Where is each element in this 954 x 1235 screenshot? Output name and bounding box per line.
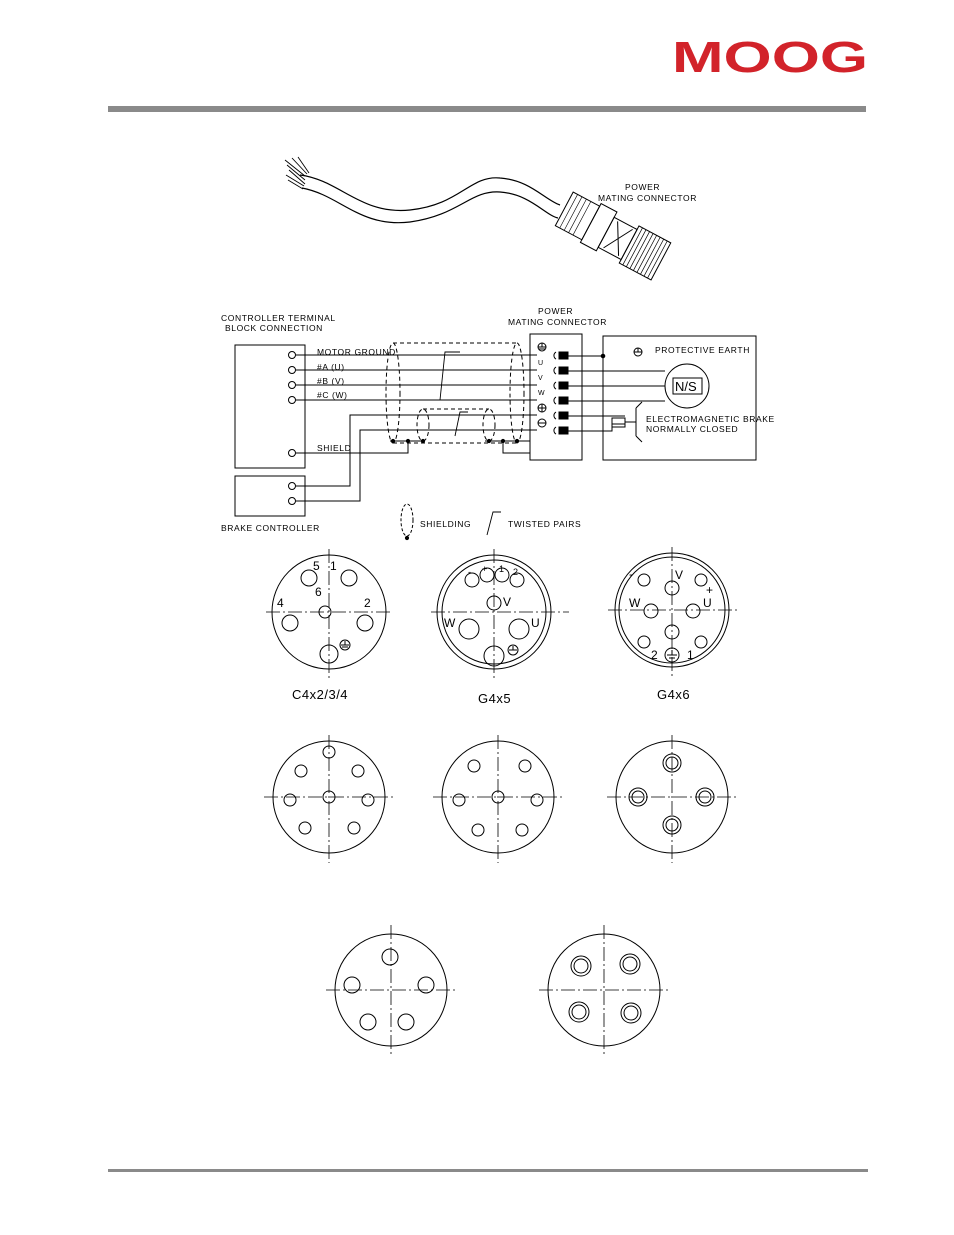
- c1-pin-4: 4: [277, 596, 284, 610]
- mating-pin-row: [538, 343, 546, 427]
- terminal-motor-ground: MOTOR GROUND: [317, 347, 396, 357]
- c1-pin-5: 5: [313, 559, 320, 573]
- caption-g4x6: G4x6: [657, 687, 691, 702]
- cable-shield: [386, 343, 524, 443]
- motor-symbol: N/S: [675, 379, 697, 394]
- brake-controller-box: [235, 476, 305, 516]
- connector-row3-left: [326, 925, 456, 1055]
- g4x5-pin-1: 1: [499, 564, 505, 574]
- pin-sockets: [554, 352, 568, 434]
- cable-connector-label-1: POWER: [625, 182, 661, 192]
- g4x6-pin-v: V: [675, 568, 684, 582]
- g4x5-pin-plus: +: [482, 564, 488, 574]
- g4x5-pin-2: 2: [513, 567, 519, 577]
- c1-pin-6: 6: [315, 585, 322, 599]
- g4x5-pin-minus: -: [468, 567, 471, 577]
- g4x5-pin-w: W: [444, 616, 456, 630]
- terminal-a: #A (U): [317, 362, 345, 372]
- pin-w: W: [538, 390, 545, 397]
- wire-ends: [285, 157, 309, 189]
- connector-c4x234: [266, 549, 392, 681]
- pin-v: V: [538, 375, 543, 382]
- legend-shielding: SHIELDING: [420, 519, 472, 529]
- g4x6-pin-plus: +: [706, 583, 714, 597]
- connector-row2-left: [264, 735, 394, 863]
- legend-twisted-pairs: TWISTED PAIRS: [508, 519, 582, 529]
- controller-terminal-block: [235, 345, 305, 468]
- footer-rule: [108, 1169, 868, 1172]
- connector-row3-right: [539, 925, 669, 1055]
- g4x6-pin-2: 2: [651, 648, 658, 662]
- g4x6-pin-1: 1: [687, 648, 694, 662]
- connector-row2-middle: [433, 735, 563, 863]
- c1-pin-2: 2: [364, 596, 371, 610]
- brake-label-2: NORMALLY CLOSED: [646, 424, 739, 434]
- caption-g4x5: G4x5: [478, 691, 512, 706]
- g4x6-pin-u: U: [703, 596, 712, 610]
- mating-title-1: POWER: [538, 306, 574, 316]
- terminal-c: #C (W): [317, 390, 348, 400]
- brake-controller-label: BRAKE CONTROLLER: [221, 523, 320, 533]
- brake-symbol: [612, 402, 642, 442]
- pin-u: U: [538, 360, 544, 367]
- shield-label: SHIELD: [317, 443, 352, 453]
- connector-row2-right: [607, 735, 737, 863]
- wiring-diagram: [221, 306, 775, 540]
- g4x6-pin-w: W: [629, 596, 641, 610]
- brake-label-1: ELECTROMAGNETIC BRAKE: [646, 414, 775, 424]
- controller-title-1: CONTROLLER TERMINAL: [221, 313, 336, 323]
- brand-name: MOOG: [672, 38, 868, 76]
- connector-g4x5: [431, 549, 569, 681]
- g4x6-pin-minus: -: [629, 567, 633, 581]
- caption-c4x234: C4x2/3/4: [292, 687, 349, 702]
- connector-g4x6: [608, 547, 738, 677]
- terminal-b: #B (V): [317, 376, 345, 386]
- g4x5-pin-v: V: [503, 595, 512, 609]
- c1-pin-1: 1: [330, 559, 337, 573]
- protective-earth-label: PROTECTIVE EARTH: [655, 345, 750, 355]
- mating-connector-drawing: [554, 189, 672, 279]
- cable-connector-label-2: MATING CONNECTOR: [598, 193, 698, 203]
- g4x5-pin-u: U: [531, 616, 540, 630]
- controller-title-2: BLOCK CONNECTION: [225, 323, 323, 333]
- mating-title-2: MATING CONNECTOR: [508, 317, 608, 327]
- cable-illustration: [285, 157, 697, 280]
